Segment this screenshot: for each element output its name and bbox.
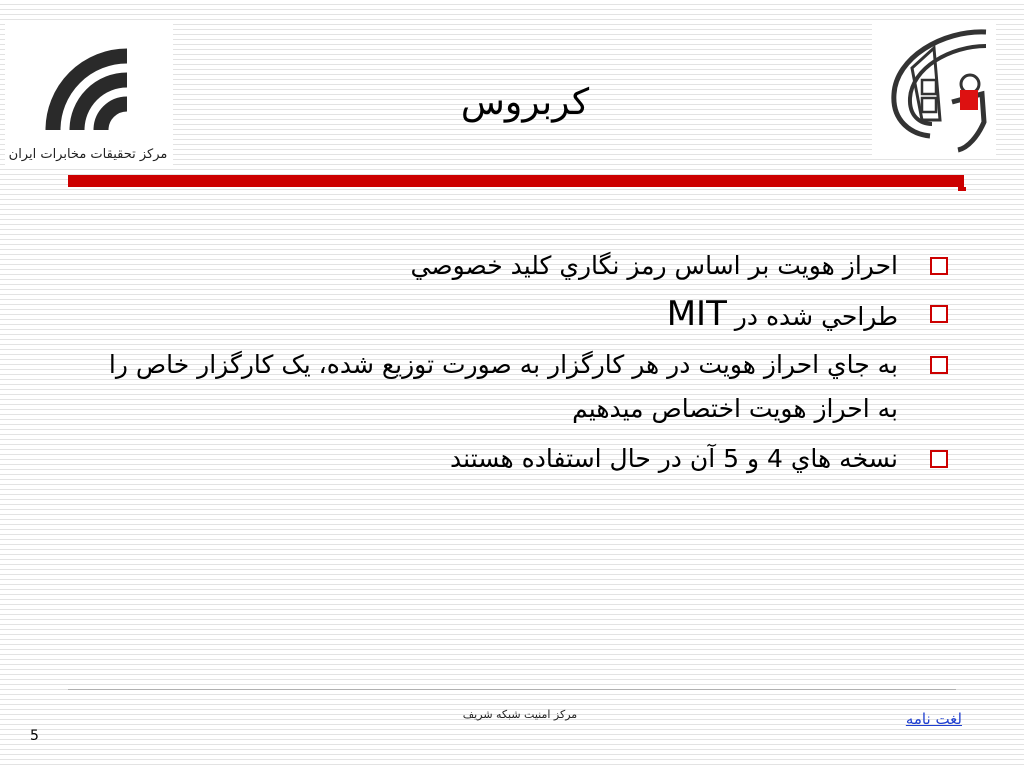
bullet-item bbox=[88, 244, 948, 288]
bullet-item bbox=[88, 437, 948, 481]
page-number: 5 bbox=[30, 728, 39, 744]
square-bullet-icon bbox=[930, 356, 948, 374]
institute-emblem-logo-icon bbox=[882, 24, 992, 154]
bullet-list bbox=[88, 244, 948, 485]
slide-title: كربروس bbox=[460, 82, 590, 123]
bullet-item bbox=[88, 343, 948, 431]
bullet-text: احراز هويت بر اساس رمز نگاري کليد خصوصي bbox=[410, 251, 898, 280]
title-divider-tick bbox=[958, 187, 966, 191]
bullet-text: به جاي احراز هويت در هر کارگزار به صورت توزيع شده، يک کارگزار خاص را به احراز هويت اختصاص ميدهيم bbox=[108, 350, 898, 423]
square-bullet-icon bbox=[930, 305, 948, 323]
itrc-logo-caption: مرکز تحقیقات مخابرات ایران bbox=[8, 147, 168, 162]
title-divider-bar bbox=[68, 175, 964, 187]
bullet-text: نسخه هاي 4 و 5 آن در حال استفاده هستند bbox=[450, 444, 898, 473]
square-bullet-icon bbox=[930, 257, 948, 275]
glossary-link[interactable]: لغت نامه bbox=[905, 710, 962, 728]
square-bullet-icon bbox=[930, 450, 948, 468]
bullet-text: طراحي شده در bbox=[734, 302, 898, 331]
bullet-item bbox=[88, 292, 948, 339]
signal-arcs-logo-icon bbox=[27, 30, 151, 140]
itrc-logo bbox=[5, 22, 173, 168]
footer-divider bbox=[68, 689, 956, 690]
bullet-latin-text: MIT bbox=[666, 294, 727, 334]
footer-organization: مرکز امنیت شبکه شریف bbox=[462, 708, 578, 721]
institute-emblem bbox=[872, 22, 996, 156]
